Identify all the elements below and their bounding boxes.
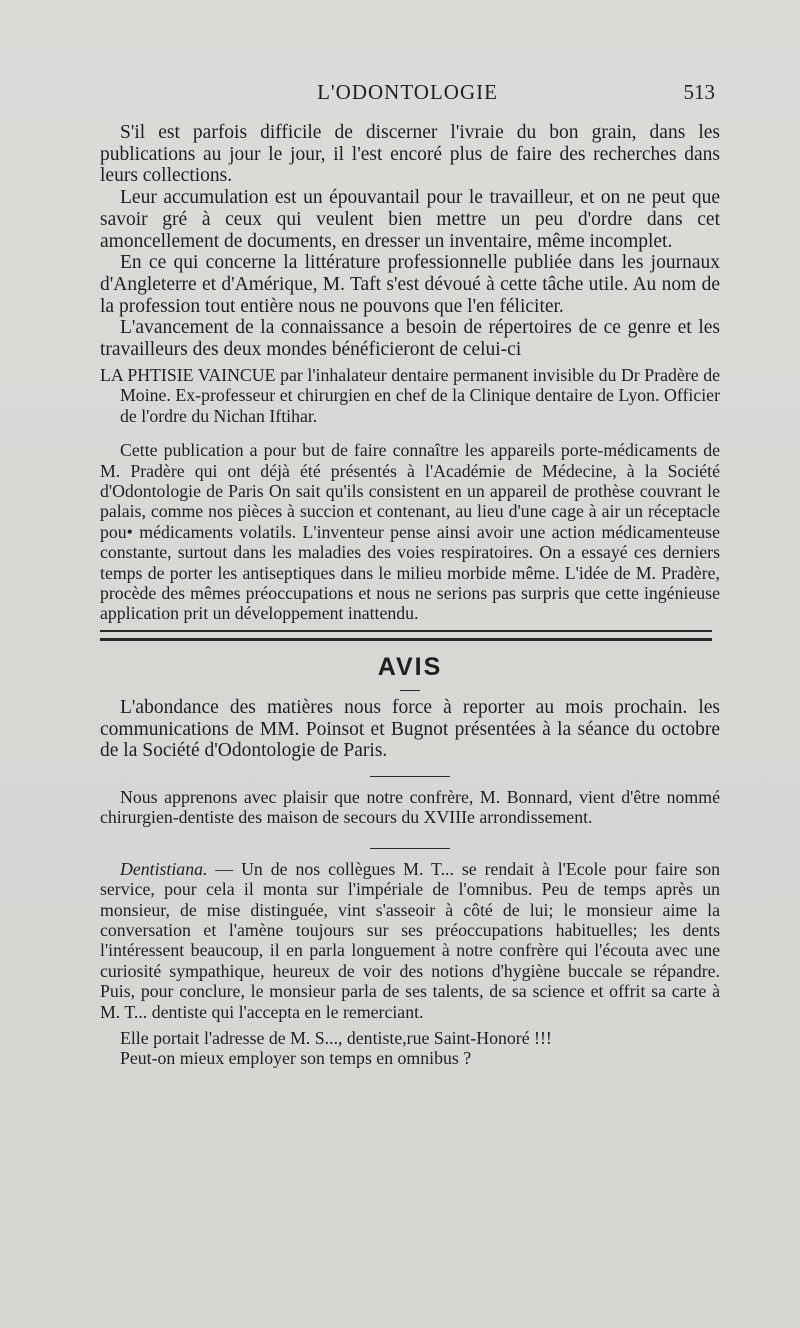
separator-rule-1 <box>370 776 450 777</box>
dentistiana-paragraph <box>100 859 720 1022</box>
intro-paragraph-4: L'avancement de la connaissance a besoin de répertoires de ce genre et les travailleurs des deux mondes bénéficieront de celui-ci <box>100 317 720 361</box>
intro-paragraph-1: S'il est parfois difficile de discerner l'ivraie du bon grain, dans les publications au jour le jour, il l'est encoré plus de faire des recherches dans leurs collections. <box>100 122 720 187</box>
dentistiana-line-2: Peut-on mieux employer son temps en omnibus ? <box>120 1048 472 1069</box>
intro-paragraph-3: En ce qui concerne la littérature professionnelle publiée dans les journaux d'Angleterre et d'Amérique, M. Taft s'est dévoué à cette tâche utile. Au nom de la profession tout entière nous ne pouvons que l'en féliciter. <box>100 252 720 317</box>
bonnard-notice: Nous apprenons avec plaisir que notre confrère, M. Bonnard, vient d'être nommé chirurgien-dentiste des maison de secours du XVIIIe arrondissement. <box>100 787 720 828</box>
review-intro <box>100 122 720 361</box>
dentistiana-run-in: Dentistiana. <box>120 858 208 879</box>
dentistiana-text: — Un de nos collègues M. T... se rendait à l'Ecole pour faire son service, pour cela il monta sur l'impériale de l'omnibus. Peu de temps après un monsieur, de mise distinguée, vint s'asseoir à côté de lui; le monsieur aime la conversation et l'amène toujours sur ses préoccupations habituelles; les dents l'intéressent beaucoup, il en parla longuement à notre confrère qui l'écouta avec une curiosité sympathique, heureux de voir des notions d'hygiène buccale se répandre. Puis, pour conclure, le monsieur parla de ses talents, de sa science et offrit sa carte à M. T... dentiste qui l'accepta en le remerciant. <box>100 858 720 1022</box>
section-double-rule <box>100 630 712 641</box>
page-header <box>100 80 715 110</box>
page-body <box>100 122 720 1069</box>
dentistiana-line-1: Elle portait l'adresse de M. S..., dentiste,rue Saint-Honoré !!! <box>120 1028 552 1049</box>
separator-rule-2 <box>370 848 450 849</box>
book-entry-heading: LA PHTISIE VAINCUE par l'inhalateur dentaire permanent invisible du Dr Pradère de Moine. Ex-professeur et chirurgien en chef de la Clinique dentaire de Lyon. Officier de l'ordre du Nichan Iftihar. <box>100 364 720 426</box>
page-number: 513 <box>683 80 715 104</box>
book-review-text: Cette publication a pour but de faire connaître les appareils porte-médicaments de M. Pradère qui ont déjà été présentés à l'Académie de Médecine, à la Société d'Odontologie de Paris On sait qu'ils consistent en un appareil de prothèse couvrant le palais, comme nos pièces à succion et contenant, au lieu d'une cage à air un réceptacle pou• médicaments volatils. L'inventeur pense ainsi avoir une action médicamenteuse constante, surtout dans les maladies des voies respiratoires. On a essayé ces derniers temps de porter les antiseptiques dans le milieu morbide même. L'idée de M. Pradère, procède des mêmes préoccupations et nous ne serions pas surpris que cette ingénieuse application prit un développement inattendu. <box>100 440 720 624</box>
intro-paragraph-2: Leur accumulation est un épouvantail pour le travailleur, et on ne peut que savoir gré à ceux qui veulent bien mettre un peu d'ordre dans cet amoncellement de documents, en dresser un inventaire, même incomplet. <box>100 187 720 252</box>
avis-heading: AVIS <box>377 652 443 681</box>
heading-dash <box>400 690 420 691</box>
running-title: L'ODONTOLOGIE <box>317 80 498 104</box>
avis-notice: L'abondance des matières nous force à reporter au mois prochain. les communications de MM. Poinsot et Bugnot présentées à la séance du octobre de la Société d'Odontologie de Paris. <box>100 696 720 762</box>
